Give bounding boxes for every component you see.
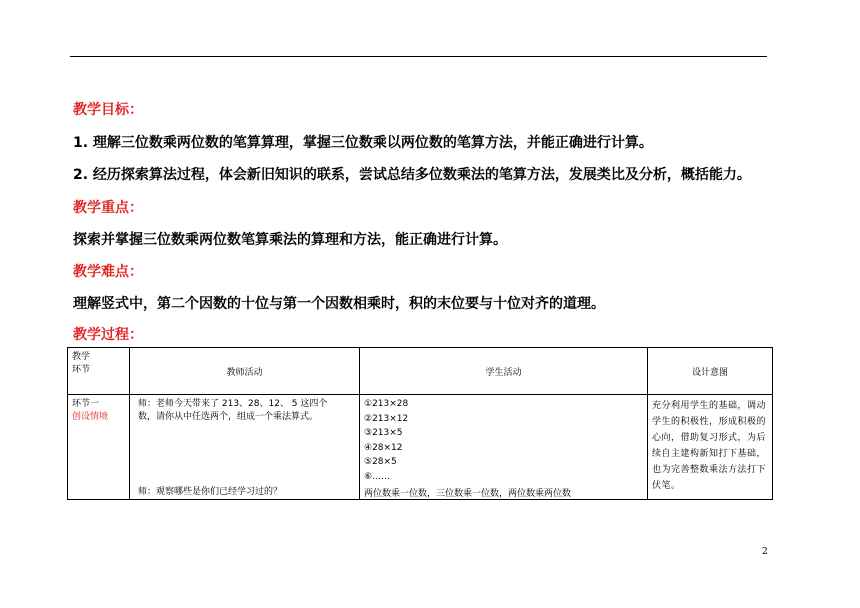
header-stage-line1: 教学: [72, 352, 91, 362]
lesson-process-table: [67, 347, 773, 500]
list-item: ④28×12: [364, 442, 403, 453]
process-heading: 教学过程：: [73, 327, 143, 343]
row-student-activity: [360, 395, 648, 500]
teacher-line-3: 师：观察哪些是你们已经学习过的？: [138, 487, 283, 497]
objective-2: 2. 经历探索算法过程，体会新旧知识的联系，尝试总结多位数乘法的笔算方法，发展类比及分析，概括能力。: [73, 167, 751, 183]
student-summary: 两位数乘一位数，三位数乘一位数，两位数乘两位数: [364, 489, 572, 499]
row-stage-line1: 环节一: [72, 399, 100, 409]
teacher-line-1: 师：老师今天带来了 213、28、12、 5 这四个: [138, 399, 328, 409]
table-row: [68, 395, 773, 500]
header-student: 学生活动: [360, 348, 648, 395]
student-item-list: [364, 397, 408, 484]
header-stage-line2: 环节: [72, 365, 91, 375]
header-stage: [68, 348, 130, 395]
header-rule: [70, 56, 767, 57]
page-number: 2: [762, 547, 768, 557]
objectives-heading: 教学目标：: [73, 102, 143, 118]
difficulties-text: 理解竖式中，第二个因数的十位与第一个因数相乘时，积的末位要与十位对齐的道理。: [73, 296, 605, 312]
key-points-text: 探索并掌握三位数乘两位数笔算乘法的算理和方法，能正确进行计算。: [73, 232, 507, 248]
row-stage: [68, 395, 130, 500]
difficulties-heading: 教学难点：: [73, 264, 143, 280]
list-item: ⑤28×5: [364, 457, 397, 467]
objective-1: 1. 理解三位数乘两位数的笔算算理，掌握三位数乘以两位数的笔算方法，并能正确进行计算。: [73, 135, 653, 151]
list-item: ②213×12: [364, 413, 409, 424]
header-intent: 设计意图: [648, 348, 773, 395]
key-points-heading: 教学重点：: [73, 200, 143, 216]
list-item: ⑥……: [364, 471, 391, 482]
table-header-row: [68, 348, 773, 395]
list-item: ①213×28: [364, 399, 409, 409]
row-design-intent: 充分利用学生的基础，调动学生的积极性，形成积极的心向，借助复习形式，为后续自主建构新知打下基础，也为完善整数乘法方法打下伏笔。: [648, 395, 773, 500]
list-item: ③213×5: [364, 428, 403, 438]
header-teacher: 教师活动: [130, 348, 360, 395]
teacher-line-2: 数，请你从中任选两个，组成一个乘法算式。: [138, 412, 319, 422]
row-stage-line2: 创设情境: [72, 412, 109, 422]
row-teacher-activity: [130, 395, 360, 500]
